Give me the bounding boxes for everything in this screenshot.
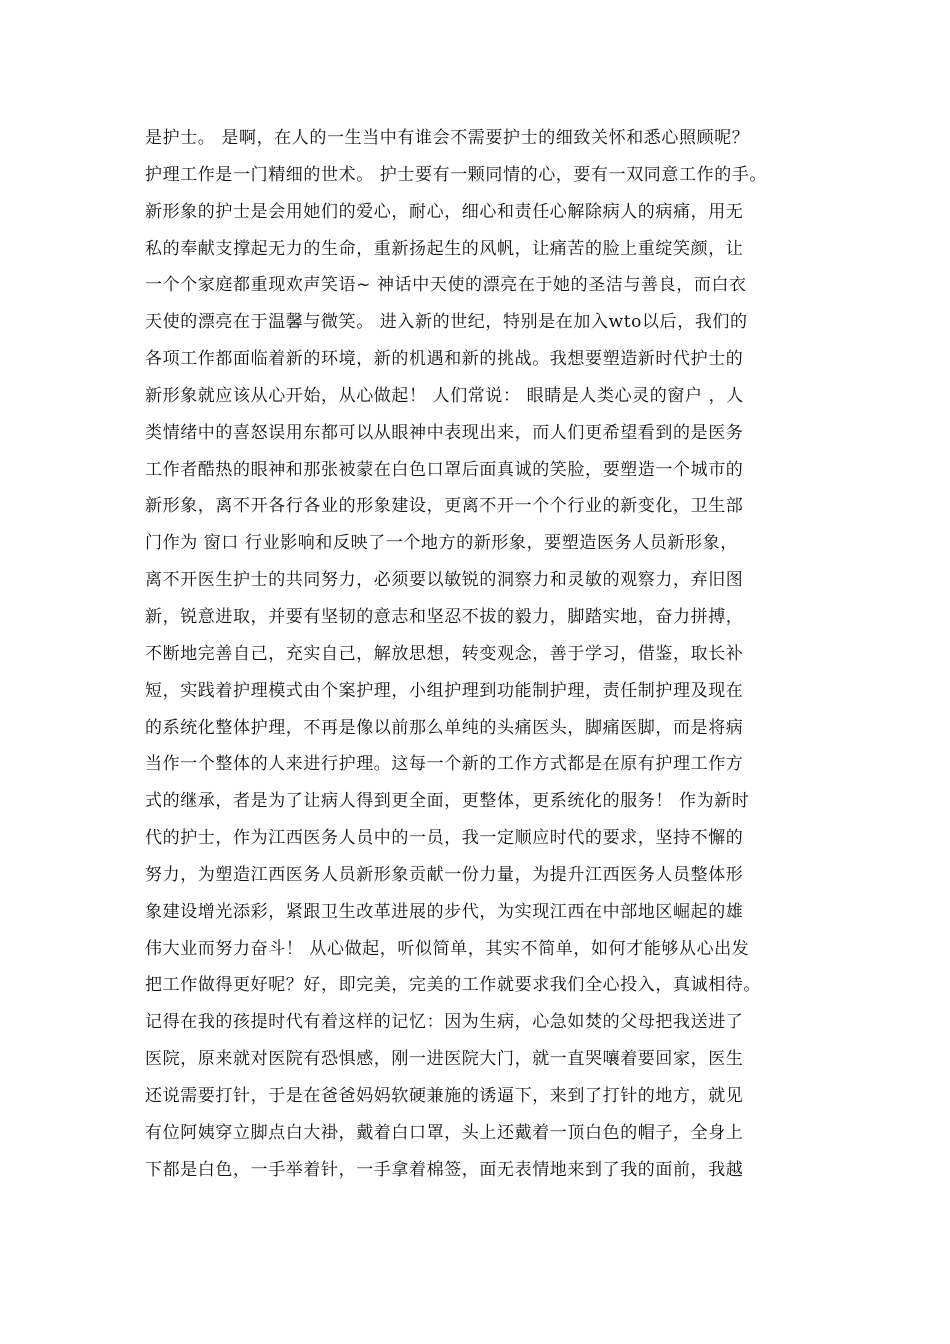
- text-line: 工作者酷热的眼神和那张被蒙在白色口罩后面真诚的笑脸，要塑造一个城市的: [145, 459, 744, 480]
- text-line: 的系统化整体护理，不再是像以前那么单纯的头痛医头，脚痛医脚，而是将病: [145, 717, 744, 738]
- text-line: 式的继承，者是为了让病人得到更全面，更整体，更系统化的服务！ 作为新时: [145, 791, 750, 812]
- text-line: 有位阿姨穿立脚点白大褂，戴着白口罩，头上还戴着一顶白色的帽子，全身上: [145, 1122, 744, 1143]
- text-line: 各项工作都面临着新的环境，新的机遇和新的挑战。我想要塑造新时代护士的: [145, 349, 744, 370]
- text-line: 是护士。 是啊，在人的一生当中有谁会不需要护士的细致关怀和悉心照顾呢？: [145, 128, 750, 148]
- text-line: 私的奉献支撑起无力的生命，重新扬起生的风帆，让痛苦的脸上重绽笑颜，让: [145, 238, 744, 259]
- text-line: 类情绪中的喜怒误用东都可以从眼神中表现出来，而人们更希望看到的是医务: [145, 422, 744, 443]
- text-line: 新，锐意进取，并要有坚韧的意志和坚忍不拔的毅力，脚踏实地，奋力拼搏，: [145, 606, 744, 627]
- text-line: 护理工作是一门精细的世术。 护士要有一颗同情的心，要有一双同意工作的手。: [145, 164, 768, 185]
- text-line: 新形象就应该从心开始，从心做起！ 人们常说： 眼睛是人类心灵的窗户 ，人: [145, 385, 744, 406]
- text-line: 把工作做得更好呢？好，即完美，完美的工作就要求我们全心投入，真诚相待。: [145, 975, 761, 996]
- text-line: 记得在我的孩提时代有着这样的记忆：因为生病，心急如焚的父母把我送进了: [145, 1012, 744, 1033]
- text-line: 还说需要打针，于是在爸爸妈妈软硬兼施的诱逼下，来到了打针的地方，就见: [145, 1085, 744, 1106]
- text-line: 新形象，离不开各行各业的形象建设，更离不开一个个行业的新变化，卫生部: [145, 496, 744, 517]
- text-line: 不断地完善自己，充实自己，解放思想，转变观念，善于学习，借鉴，取长补: [145, 643, 744, 664]
- text-line: 离不开医生护士的共同努力，必须要以敏锐的洞察力和灵敏的观察力，弃旧图: [145, 570, 744, 591]
- text-line: 伟大业而努力奋斗！ 从心做起，听似简单，其实不简单，如何才能够从心出发: [145, 938, 750, 959]
- text-line: 一个个家庭都重现欢声笑语~ 神话中天使的漂亮在于她的圣洁与善良，而白衣: [145, 275, 747, 296]
- text-line: 当作一个整体的人来进行护理。这每一个新的工作方式都是在原有护理工作方: [145, 754, 744, 775]
- body-text: [145, 120, 835, 1188]
- text-line: 象建设增光添彩，紧跟卫生改革进展的步代，为实现江西在中部地区崛起的雄: [145, 901, 744, 922]
- text-line: 短，实践着护理模式由个案护理，小组护理到功能制护理，责任制护理及现在: [145, 680, 744, 701]
- text-line: 代的护士，作为江西医务人员中的一员，我一定顺应时代的要求，坚持不懈的: [145, 828, 744, 849]
- text-line: 努力，为塑造江西医务人员新形象贡献一份力量，为提升江西医务人员整体形: [145, 864, 744, 885]
- text-line: 门作为 窗口 行业影响和反映了一个地方的新形象，要塑造医务人员新形象，: [145, 533, 738, 554]
- text-line: 天使的漂亮在于温馨与微笑。 进入新的世纪，特别是在加入wto以后，我们的: [145, 312, 748, 333]
- text-line: 医院，原来就对医院有恐惧感，刚一进医院大门，就一直哭嚷着要回家，医生: [145, 1049, 744, 1070]
- text-line: 新形象的护士是会用她们的爱心，耐心，细心和责任心解除病人的病痛，用无: [145, 201, 744, 222]
- text-line: 下都是白色，一手举着针，一手拿着棉签，面无表情地来到了我的面前，我越: [145, 1159, 744, 1180]
